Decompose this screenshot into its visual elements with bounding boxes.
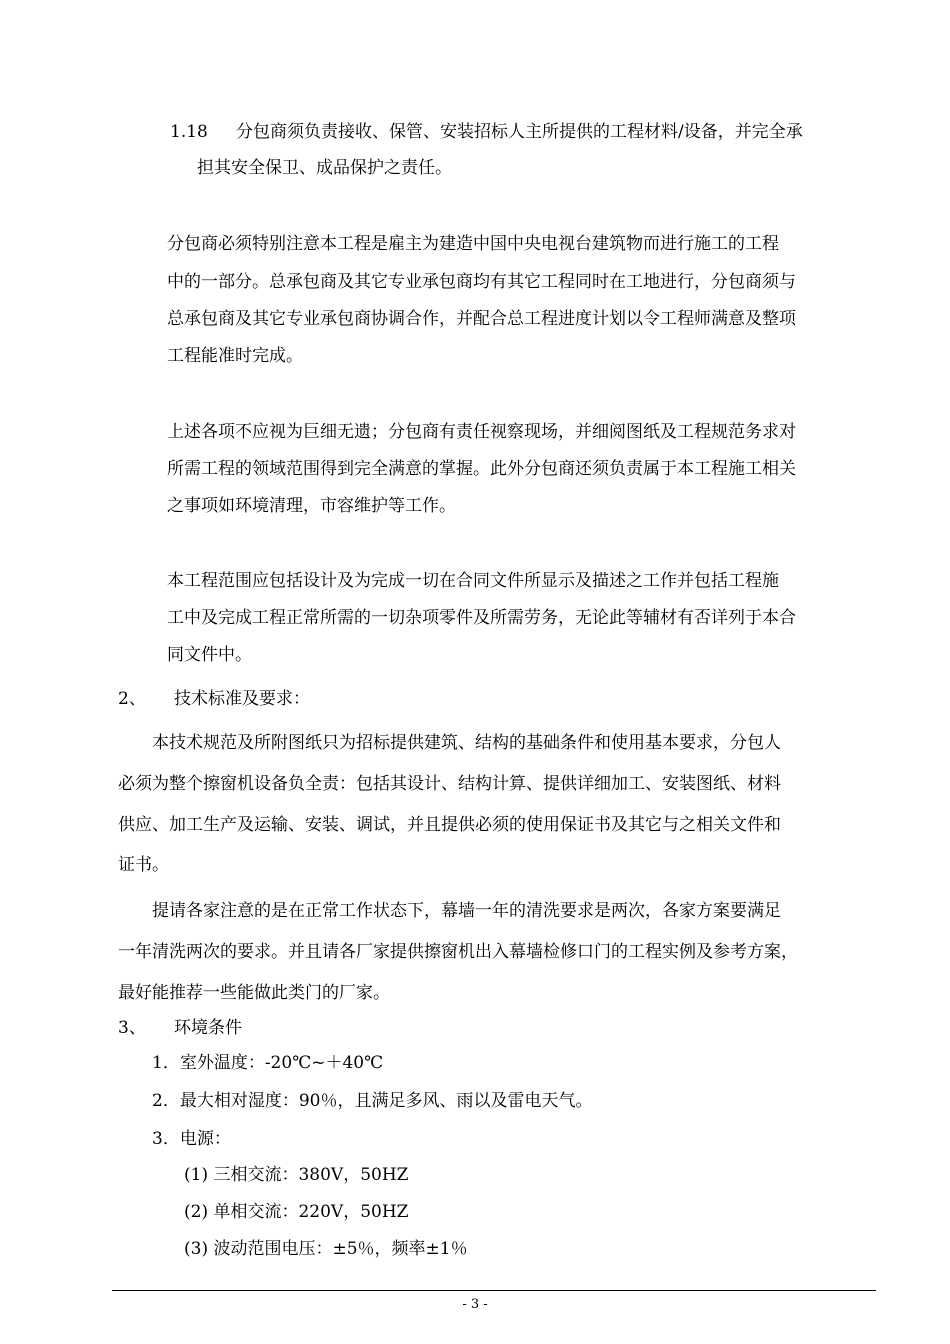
paragraph-line: 提请各家注意的是在正常工作状态下，幕墙一年的清洗要求是两次，各家方案要满足 [152, 901, 781, 921]
paragraph-line: 本技术规范及所附图纸只为招标提供建筑、结构的基础条件和使用基本要求，分包人 [152, 733, 781, 753]
condition-item: 1．室外温度：-20℃~＋40℃ [152, 1053, 384, 1073]
power-item: (2) 单相交流：220V，50HZ [184, 1202, 409, 1222]
paragraph-line: 最好能推荐一些能做此类门的厂家。 [118, 983, 390, 1003]
condition-item: 3．电源： [152, 1129, 231, 1149]
paragraph-line: 上述各项不应视为巨细无遗；分包商有责任视察现场，并细阅图纸及工程规范务求对 [167, 422, 796, 442]
section-title: 环境条件 [174, 1018, 242, 1038]
paragraph-line: 证书。 [118, 855, 169, 875]
power-item: (1) 三相交流：380V，50HZ [184, 1165, 409, 1185]
section-title: 技术标准及要求： [174, 689, 310, 709]
paragraph-line: 同文件中。 [167, 645, 252, 665]
condition-item: 2．最大相对湿度：90％，且满足多风、雨以及雷电天气。 [152, 1091, 593, 1111]
paragraph-line: 分包商必须特别注意本工程是雇主为建造中国中央电视台建筑物而进行施工的工程 [167, 234, 779, 254]
paragraph-line: 必须为整个擦窗机设备负全责：包括其设计、结构计算、提供详细加工、安装图纸、材料 [118, 774, 781, 794]
paragraph-line: 所需工程的领域范围得到完全满意的掌握。此外分包商还须负责属于本工程施工相关 [167, 459, 796, 479]
footer-divider [112, 1290, 876, 1291]
paragraph-line: 中的一部分。总承包商及其它专业承包商均有其它工程同时在工地进行，分包商须与 [167, 272, 796, 292]
section-number: 2、 [118, 689, 146, 709]
item-text-line: 担其安全保卫、成品保护之责任。 [197, 158, 452, 178]
item-number: 1.18 [170, 122, 208, 142]
item-text-line: 分包商须负责接收、保管、安装招标人主所提供的工程材料/设备，并完全承 [236, 122, 803, 142]
paragraph-line: 本工程范围应包括设计及为完成一切在合同文件所显示及描述之工作并包括工程施 [167, 571, 779, 591]
paragraph-line: 工程能准时完成。 [167, 346, 303, 366]
paragraph-line: 工中及完成工程正常所需的一切杂项零件及所需劳务，无论此等辅材有否详列于本合 [167, 608, 796, 628]
power-item: (3) 波动范围电压：±5％，频率±1％ [184, 1239, 468, 1259]
paragraph-line: 供应、加工生产及运输、安装、调试，并且提供必须的使用保证书及其它与之相关文件和 [118, 815, 781, 835]
paragraph-line: 一年清洗两次的要求。并且请各厂家提供擦窗机出入幕墙检修口门的工程实例及参考方案， [118, 942, 798, 962]
paragraph-line: 总承包商及其它专业承包商协调合作，并配合总工程进度计划以令工程师满意及整项 [167, 309, 796, 329]
paragraph-line: 之事项如环境清理，市容维护等工作。 [167, 496, 456, 516]
section-number: 3、 [118, 1018, 146, 1038]
page-number: - 3 - [462, 1297, 488, 1312]
